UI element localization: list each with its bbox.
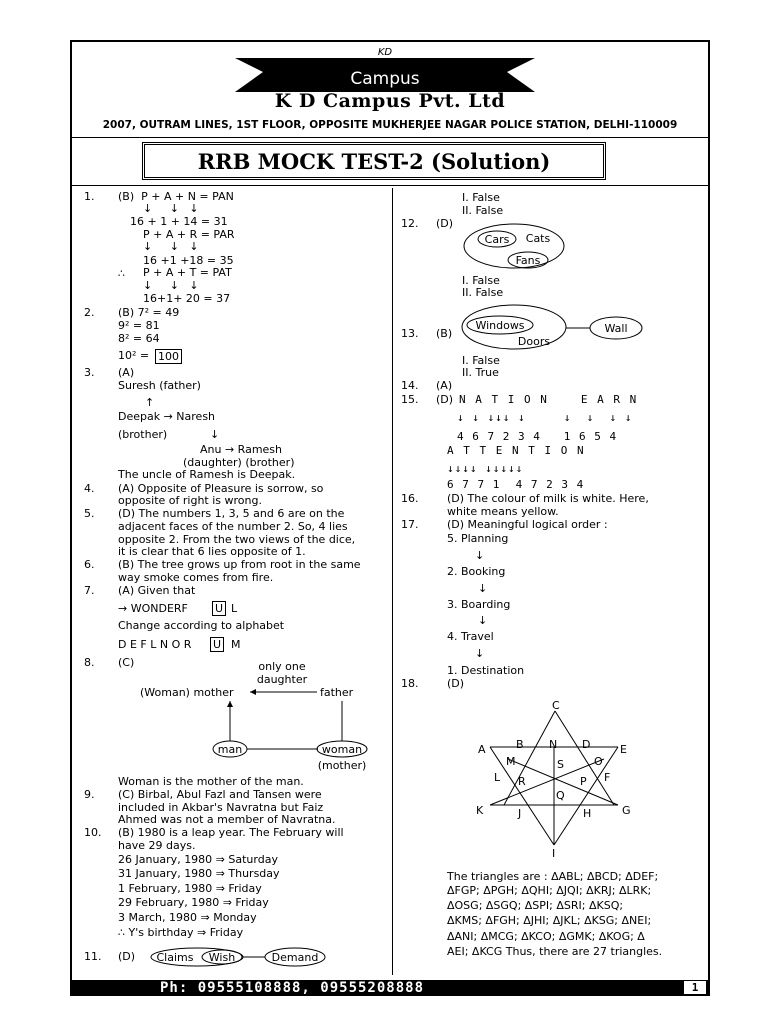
q10-line: 29 February, 1980 ⇒ Friday xyxy=(118,896,269,909)
q3-line: (A) xyxy=(118,366,135,379)
q5-line: opposite 2. From the two views of the dice, xyxy=(118,533,356,546)
svg-text:E: E xyxy=(620,743,627,756)
q18-text-line: ΔANI; ΔMCG; ΔKCO; ΔGMK; ΔKOG; Δ xyxy=(447,930,645,943)
q1-line: P + A + T = PAT xyxy=(143,266,232,279)
svg-text:L: L xyxy=(494,771,501,784)
q11-line: (D) xyxy=(118,950,136,963)
q1-line: 16+1+ 20 = 37 xyxy=(143,292,231,305)
q8-line: Woman is the mother of the man. xyxy=(118,775,304,788)
q9-number: 9. xyxy=(84,788,95,801)
q18-triangle-figure xyxy=(470,697,640,862)
svg-text:Doors: Doors xyxy=(517,335,551,348)
page-title: RRB MOCK TEST-2 (Solution) xyxy=(142,142,606,180)
q17-arrow: ↓ xyxy=(478,614,488,627)
q18-line: (D) xyxy=(447,677,465,690)
svg-text:(Woman) mother: (Woman) mother xyxy=(140,686,234,699)
q3-line: The uncle of Ramesh is Deepak. xyxy=(118,468,296,481)
q4-number: 4. xyxy=(84,482,95,495)
q18-text-line: AEI; ΔKCG Thus, there are 27 triangles. xyxy=(447,945,663,958)
q17-step: 5. Planning xyxy=(447,532,509,545)
svg-text:(mother): (mother) xyxy=(317,759,367,772)
q8-family-diagram xyxy=(110,655,380,775)
svg-text:Cars: Cars xyxy=(484,233,510,246)
q15-number: 15. xyxy=(401,393,419,406)
svg-text:Fans: Fans xyxy=(515,254,541,267)
q14-number: 14. xyxy=(401,379,419,392)
q11-statement: II. False xyxy=(462,204,504,217)
q3-line: (brother) xyxy=(118,428,168,441)
q12-number: 12. xyxy=(401,217,419,230)
svg-text:G: G xyxy=(622,804,631,817)
q15-arrows: ↓↓↓↓ ↓↓↓↓↓ xyxy=(447,462,524,475)
logo-text: KD xyxy=(377,47,393,58)
q1-arrows: ↓ ↓ ↓ xyxy=(143,279,199,292)
q17-step: 4. Travel xyxy=(447,630,494,643)
q10-number: 10. xyxy=(84,826,102,839)
q2-line: 8² = 64 xyxy=(118,332,160,345)
q1-arrows: ↓ ↓ ↓ xyxy=(143,240,199,253)
q3-arrow: ↑ xyxy=(145,396,155,409)
svg-text:man: man xyxy=(217,743,243,756)
q7-line: L xyxy=(231,602,238,615)
banner-text: Campus xyxy=(350,69,420,89)
q10-line: 3 March, 1980 ⇒ Monday xyxy=(118,911,257,924)
q1-line: 16 +1 +18 = 35 xyxy=(143,254,234,267)
svg-text:D: D xyxy=(582,738,591,751)
page-number: 1 xyxy=(684,981,706,994)
q2-line: 10² = xyxy=(118,349,150,362)
q17-step: 1. Destination xyxy=(447,664,525,677)
q14-line: (A) xyxy=(436,379,453,392)
q15-line: N A T I O N E A R N xyxy=(459,393,638,406)
svg-text:Cats: Cats xyxy=(525,232,551,245)
svg-text:R: R xyxy=(518,775,526,788)
q3-line: Deepak → Naresh xyxy=(118,410,216,423)
q12-venn-diagram xyxy=(460,222,570,274)
q18-text-line: The triangles are : ΔABL; ΔBCD; ΔDEF; xyxy=(447,870,659,883)
q9-line: included in Akbar's Navratna but Faiz xyxy=(118,801,324,814)
svg-text:Wall: Wall xyxy=(604,322,628,335)
q10-line: 31 January, 1980 ⇒ Thursday xyxy=(118,867,280,880)
q10-line: (B) 1980 is a leap year. The February will xyxy=(118,826,344,839)
q1-therefore: ∴ xyxy=(118,267,125,280)
q11-venn-diagram xyxy=(145,945,335,969)
q13-statement: I. False xyxy=(462,354,500,367)
q6-line: (B) The tree grows up from root in the same xyxy=(118,558,361,571)
q7-line: M xyxy=(231,638,241,651)
svg-text:Windows: Windows xyxy=(475,319,525,332)
title-rule xyxy=(70,185,710,186)
q10-line: 26 January, 1980 ⇒ Saturday xyxy=(118,853,278,866)
svg-text:Demand: Demand xyxy=(271,951,319,964)
q10-line: have 29 days. xyxy=(118,839,196,852)
q11-number: 11. xyxy=(84,950,102,963)
company-address: 2007, OUTRAM LINES, 1ST FLOOR, OPPOSITE MUKHERJEE NAGAR POLICE STATION, DELHI-110009 xyxy=(102,119,678,131)
svg-text:O: O xyxy=(594,755,603,768)
q1-line: 16 + 1 + 14 = 31 xyxy=(130,215,228,228)
svg-text:father: father xyxy=(320,686,354,699)
q4-line: (A) Opposite of Pleasure is sorrow, so xyxy=(118,482,324,495)
q2-answer-box: 100 xyxy=(155,349,182,364)
q11-statement: I. False xyxy=(462,191,500,204)
q10-line: 1 February, 1980 ⇒ Friday xyxy=(118,882,262,895)
svg-text:M: M xyxy=(506,755,516,768)
company-name: K D Campus Pvt. Ltd xyxy=(274,90,506,112)
svg-text:A: A xyxy=(478,743,486,756)
q16-line: (D) The colour of milk is white. Here, xyxy=(447,492,649,505)
q18-text-line: ΔKMS; ΔFGH; ΔJHI; ΔJKL; ΔKSG; ΔNEI; xyxy=(447,914,652,927)
svg-text:C: C xyxy=(552,699,560,712)
q7-line: D E F L N O R xyxy=(118,638,192,651)
svg-text:daughter: daughter xyxy=(256,673,308,686)
svg-text:H: H xyxy=(583,807,592,820)
q12-statement: I. False xyxy=(462,274,500,287)
svg-text:K: K xyxy=(476,804,484,817)
q5-line: it is clear that 6 lies opposite of 1. xyxy=(118,545,306,558)
q12-statement: II. False xyxy=(462,286,504,299)
svg-text:N: N xyxy=(549,738,558,751)
svg-text:I: I xyxy=(552,847,556,860)
q15-line: 4 6 7 2 3 4 1 6 5 4 xyxy=(457,430,618,443)
q2-number: 2. xyxy=(84,306,95,319)
q9-line: Ahmed was not a member of Navratna. xyxy=(118,813,336,826)
q1-line: P + A + R = PAR xyxy=(143,228,235,241)
svg-text:Wish: Wish xyxy=(208,951,236,964)
q15-line: 6 7 7 1 4 7 2 3 4 xyxy=(447,478,585,491)
q3-number: 3. xyxy=(84,366,95,379)
q10-line: ∴ Y's birthday ⇒ Friday xyxy=(118,926,244,939)
q4-line: opposite of right is wrong. xyxy=(118,494,262,507)
q7-boxed-letter: U xyxy=(212,601,226,616)
q2-line: 9² = 81 xyxy=(118,319,160,332)
q6-line: way smoke comes from fire. xyxy=(118,571,274,584)
q7-line: Change according to alphabet xyxy=(118,619,285,632)
q17-arrow: ↓ xyxy=(475,549,485,562)
q16-number: 16. xyxy=(401,492,419,505)
q8-number: 8. xyxy=(84,656,95,669)
svg-text:Q: Q xyxy=(556,789,565,802)
q3-line: (daughter) (brother) xyxy=(183,456,295,469)
q13-statement: II. True xyxy=(462,366,499,379)
q15-arrows: ↓ ↓ ↓↓↓ ↓ ↓ ↓ ↓ ↓ xyxy=(457,411,633,424)
q7-line: (A) Given that xyxy=(118,584,196,597)
column-divider xyxy=(392,188,393,975)
q17-arrow: ↓ xyxy=(475,647,485,660)
q3-line: Anu → Ramesh xyxy=(200,443,283,456)
q5-line: adjacent faces of the number 2. So, 4 lies xyxy=(118,520,348,533)
q7-line: → WONDERF xyxy=(118,602,188,615)
svg-text:B: B xyxy=(516,738,524,751)
q1-line: (B) P + A + N = PAN xyxy=(118,190,234,203)
q1-arrows: ↓ ↓ ↓ xyxy=(143,202,199,215)
q6-number: 6. xyxy=(84,558,95,571)
q17-step: 2. Booking xyxy=(447,565,506,578)
q3-arrow: ↓ xyxy=(210,428,220,441)
q17-step: 3. Boarding xyxy=(447,598,511,611)
q15-line: (D) xyxy=(436,393,454,406)
footer-phone: Ph: 09555108888, 09555208888 xyxy=(160,980,425,996)
q9-line: (C) Birbal, Abul Fazl and Tansen were xyxy=(118,788,322,801)
q12-line: (D) xyxy=(436,217,454,230)
q17-line: (D) Meaningful logical order : xyxy=(447,518,608,531)
svg-text:only one: only one xyxy=(258,660,306,673)
svg-text:F: F xyxy=(604,771,611,784)
q13-line: (B) xyxy=(436,327,453,340)
q15-line: A T T E N T I O N xyxy=(447,444,586,457)
svg-text:S: S xyxy=(557,758,564,771)
q7-boxed-letter: U xyxy=(210,637,224,652)
svg-text:woman: woman xyxy=(321,743,363,756)
svg-text:J: J xyxy=(518,807,522,820)
q3-line: Suresh (father) xyxy=(118,379,201,392)
q17-arrow: ↓ xyxy=(478,582,488,595)
svg-text:Claims: Claims xyxy=(156,951,194,964)
q17-number: 17. xyxy=(401,518,419,531)
q5-number: 5. xyxy=(84,507,95,520)
q13-venn-diagram xyxy=(460,302,670,354)
svg-text:P: P xyxy=(580,775,587,788)
header-rule xyxy=(70,137,710,138)
q7-number: 7. xyxy=(84,584,95,597)
q18-number: 18. xyxy=(401,677,419,690)
q2-line: (B) 7² = 49 xyxy=(118,306,180,319)
q18-text-line: ΔOSG; ΔSGQ; ΔSPI; ΔSRI; ΔKSQ; xyxy=(447,899,624,912)
q5-line: (D) The numbers 1, 3, 5 and 6 are on the xyxy=(118,507,345,520)
q1-number: 1. xyxy=(84,190,95,203)
q18-text-line: ΔFGP; ΔPGH; ΔQHI; ΔJQI; ΔKRJ; ΔLRK; xyxy=(447,884,652,897)
q8-line: (C) xyxy=(118,656,135,669)
footer-bar xyxy=(70,980,710,996)
q13-number: 13. xyxy=(401,327,419,340)
q16-line: white means yellow. xyxy=(447,505,559,518)
